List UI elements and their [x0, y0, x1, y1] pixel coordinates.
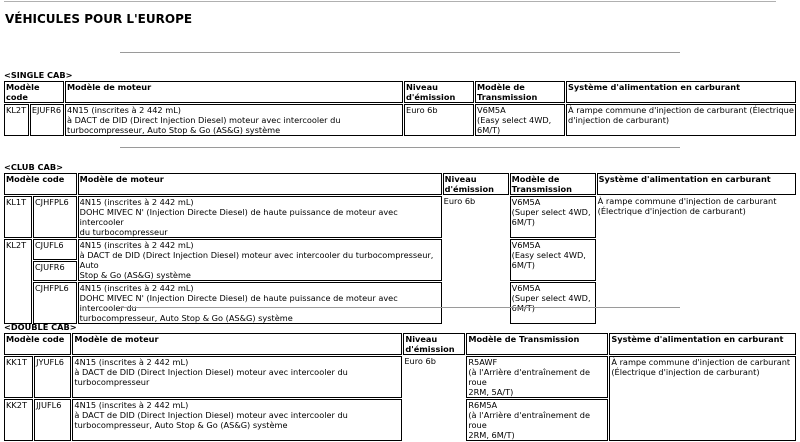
emission-cell: Euro 6b — [443, 196, 476, 206]
header-fuel-system: Système d'alimentation en carburant — [609, 333, 796, 355]
top-divider — [4, 1, 776, 2]
model-code-cell: KL2T — [4, 104, 29, 136]
table-header-row — [4, 81, 796, 103]
table-header-row — [4, 333, 796, 355]
engine-cell: 4N15 (inscrites à 2 442 mL) DOHC MIVEC N' (Injection Directe Diesel) de haute puissance de moteur avec intercooler du turbocompresseur — [78, 196, 442, 238]
model-code-cell: KL1T — [4, 196, 32, 238]
header-emission: Niveau d'émission — [404, 81, 474, 103]
fuel-system-cell: À rampe commune d'injection de carburant (Électrique d'injection de carburant) — [609, 356, 796, 441]
header-emission: Niveau d'émission — [443, 173, 509, 195]
section-label-single-cab: <SINGLE CAB> — [4, 70, 73, 80]
header-model-code: Modèle code — [4, 173, 77, 195]
emission-cell: Euro 6b — [404, 356, 436, 366]
header-emission: Niveau d'émission — [403, 333, 465, 355]
transmission-cell: R5AWF (à l'Arrière d'entraînement de roue 2RM, 5A/T) — [466, 356, 608, 398]
section-label-club-cab: <CLUB CAB> — [4, 162, 63, 172]
table-row — [4, 356, 796, 398]
table-row — [4, 196, 796, 238]
header-fuel-system: Système d'alimentation en carburant — [597, 173, 796, 195]
model-code-cell: CJUFR6 — [33, 261, 77, 282]
header-model-code: Modèle code — [4, 333, 71, 355]
transmission-cell: V6M5A (Easy select 4WD, 6M/T) — [475, 104, 565, 136]
header-transmission: Modèle de Transmission — [475, 81, 565, 103]
model-code-cell: KK2T — [4, 399, 33, 441]
section-divider — [120, 307, 680, 308]
engine-cell: 4N15 (inscrites à 2 442 mL) à DACT de DID (Direct Injection Diesel) moteur avec intercooler du turbocompresseur, Auto Stop & Go (AS&G) système — [78, 239, 442, 281]
single-cab-table — [3, 80, 797, 137]
double-cab-table — [3, 332, 797, 442]
model-code-cell: JYUFL6 — [34, 356, 71, 398]
header-fuel-system: Système d'alimentation en carburant — [566, 81, 796, 103]
transmission-cell: V6M5A (Super select 4WD, 6M/T) — [510, 282, 596, 324]
table-row — [4, 104, 796, 136]
emission-cell: Euro 6b — [404, 104, 474, 136]
fuel-system-cell: À rampe commune d'injection de carburant (Électrique d'injection de carburant) — [597, 196, 777, 216]
engine-cell: 4N15 (inscrites à 2 442 mL) à DACT de DID (Direct Injection Diesel) moteur avec intercooler du turbocompresseur, Auto Stop & Go (AS&G) système — [65, 104, 403, 136]
transmission-cell: R6M5A (à l'Arrière d'entraînement de roue 2RM, 6M/T) — [466, 399, 608, 441]
fuel-system-cell: À rampe commune d'injection de carburant (Électrique d'injection de carburant) — [566, 104, 796, 136]
page-title: VÉHICULES POUR L'EUROPE — [5, 12, 193, 26]
engine-cell: 4N15 (inscrites à 2 442 mL) à DACT de DID (Direct Injection Diesel) moteur avec intercooler du turbocompresseur, Auto Stop & Go (AS&G) système — [72, 399, 402, 441]
transmission-cell: V6M5A (Easy select 4WD, 6M/T) — [510, 239, 596, 281]
model-code-cell: KL2T — [4, 239, 32, 324]
header-engine: Modèle de moteur — [72, 333, 402, 355]
model-code-cell: CJHFPL6 — [33, 282, 77, 324]
model-code-cell: JJUFL6 — [34, 399, 71, 441]
header-engine: Modèle de moteur — [78, 173, 442, 195]
club-cab-table — [3, 172, 797, 325]
model-code-cell: EJUFR6 — [30, 104, 64, 136]
model-code-cell: CJUFL6 — [33, 239, 77, 260]
engine-cell: 4N15 (inscrites à 2 442 mL) à DACT de DID (Direct Injection Diesel) moteur avec intercooler du turbocompresseur — [72, 356, 402, 398]
transmission-cell: V6M5A (Super select 4WD, 6M/T) — [510, 196, 596, 238]
section-divider — [120, 52, 680, 53]
engine-cell: 4N15 (inscrites à 2 442 mL) DOHC MIVEC N' (Injection Directe Diesel) de haute puissance de moteur avec intercooler du turbocompresseur, Auto Stop & Go (AS&G) système — [78, 282, 442, 324]
table-header-row — [4, 173, 796, 195]
header-engine: Modèle de moteur — [65, 81, 403, 103]
header-transmission: Modèle de Transmission — [510, 173, 596, 195]
section-label-double-cab: <DOUBLE CAB> — [4, 322, 77, 332]
section-divider — [120, 147, 680, 148]
model-code-cell: KK1T — [4, 356, 33, 398]
header-model-code: Modèle code — [4, 81, 64, 103]
model-code-cell: CJHFPL6 — [33, 196, 77, 238]
header-transmission: Modèle de Transmission — [466, 333, 608, 355]
